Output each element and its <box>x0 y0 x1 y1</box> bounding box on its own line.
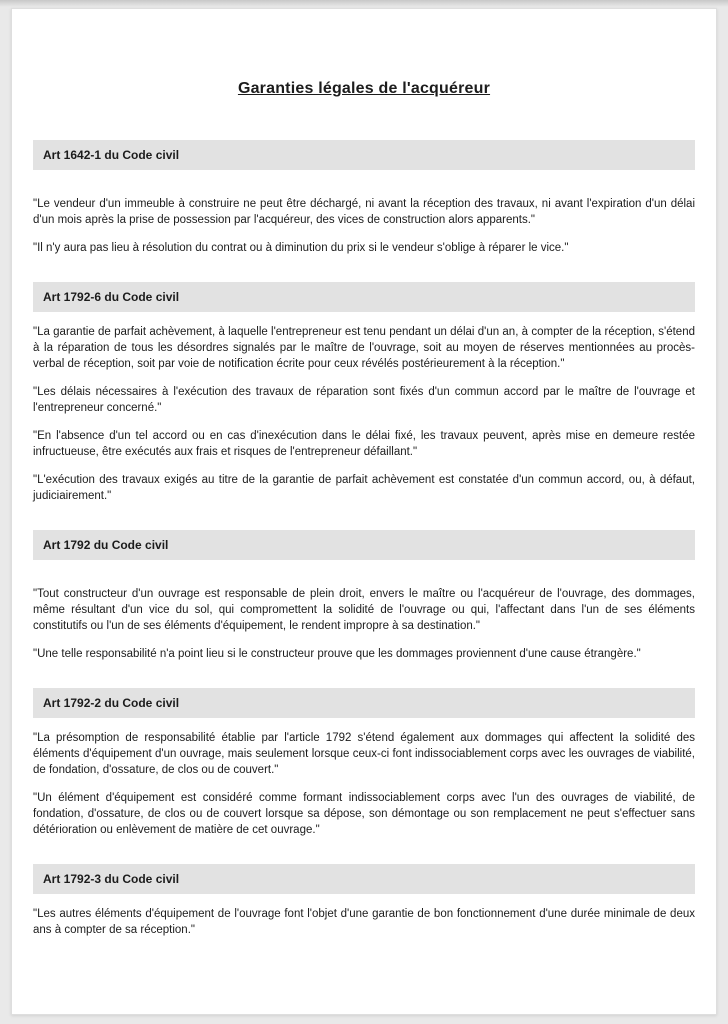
document-title: Garanties légales de l'acquéreur <box>237 80 491 97</box>
section-header: Art 1792-6 du Code civil <box>33 282 695 312</box>
section-art-1642-1 <box>33 140 695 256</box>
document-content <box>12 9 716 938</box>
section-header: Art 1642-1 du Code civil <box>33 140 695 170</box>
paragraph: "La présomption de responsabilité établie par l'article 1792 s'étend également aux dommages qui affectent la solidité des éléments d'équipement d'un ouvrage, mais seulement lorsque ceux-ci font indissociablement corps avec les ouvrages de viabilité, de fondation, d'ossature, de clos ou de couvert." <box>33 732 695 776</box>
paragraph: "Les délais nécessaires à l'exécution des travaux de réparation sont fixés d'un commun accord par le maître de l'ouvrage et l'entrepreneur concerné." <box>33 386 695 414</box>
paragraph: "Un élément d'équipement est considéré comme formant indissociablement corps avec l'un des ouvrages de viabilité, de fondation, d'ossature, de clos ou de couvert lorsque sa dépose, son démontage ou son remplacement ne peut s'effectuer sans détérioration ou enlèvement de matière de cet ouvrage." <box>33 792 695 836</box>
section-art-1792 <box>33 530 695 662</box>
section-header: Art 1792 du Code civil <box>33 530 695 560</box>
paragraph: "Les autres éléments d'équipement de l'ouvrage font l'objet d'une garantie de bon fonctionnement d'une durée minimale de deux ans à compter de sa réception." <box>33 908 695 936</box>
paragraph: "Il n'y aura pas lieu à résolution du contrat ou à diminution du prix si le vendeur s'oblige à réparer le vice." <box>33 242 569 254</box>
paragraph: "En l'absence d'un tel accord ou en cas d'inexécution dans le délai fixé, les travaux peuvent, après mise en demeure restée infructueuse, être exécutés aux frais et risques de l'entrepreneur défaillant." <box>33 430 695 458</box>
section-header: Art 1792-3 du Code civil <box>33 864 695 894</box>
paragraph: "Tout constructeur d'un ouvrage est responsable de plein droit, envers le maître ou l'acquéreur de l'ouvrage, des dommages, même résultant d'un vice du sol, qui compromettent la solidité de l'ouvrage ou qui, l'affectant dans l'un de ses éléments constitutifs ou l'un de ses éléments d'équipement, le rendent impropre à sa destination." <box>33 588 695 632</box>
document-page <box>11 8 717 1015</box>
section-art-1792-3 <box>33 864 695 938</box>
paragraph: "Une telle responsabilité n'a point lieu si le constructeur prouve que les dommages proviennent d'une cause étrangère." <box>33 648 641 660</box>
paragraph: "L'exécution des travaux exigés au titre de la garantie de parfait achèvement est constatée d'un commun accord, ou, à défaut, judiciairement." <box>33 474 695 502</box>
paragraph: "Le vendeur d'un immeuble à construire ne peut être déchargé, ni avant la réception des travaux, ni avant l'expiration d'un délai d'un mois après la prise de possession par l'acquéreur, des vices de construction alors apparents." <box>33 198 695 226</box>
section-art-1792-6 <box>33 282 695 504</box>
section-art-1792-2 <box>33 688 695 838</box>
paragraph: "La garantie de parfait achèvement, à laquelle l'entrepreneur est tenu pendant un délai d'un an, à compter de la réception, s'étend à la réparation de tous les désordres signalés par le maître de l'ouvrage, soit au moyen de réserves mentionnées au procès-verbal de réception, soit par voie de notification écrite pour ceux révélés postérieurement à la réception." <box>33 326 695 370</box>
section-header: Art 1792-2 du Code civil <box>33 688 695 718</box>
